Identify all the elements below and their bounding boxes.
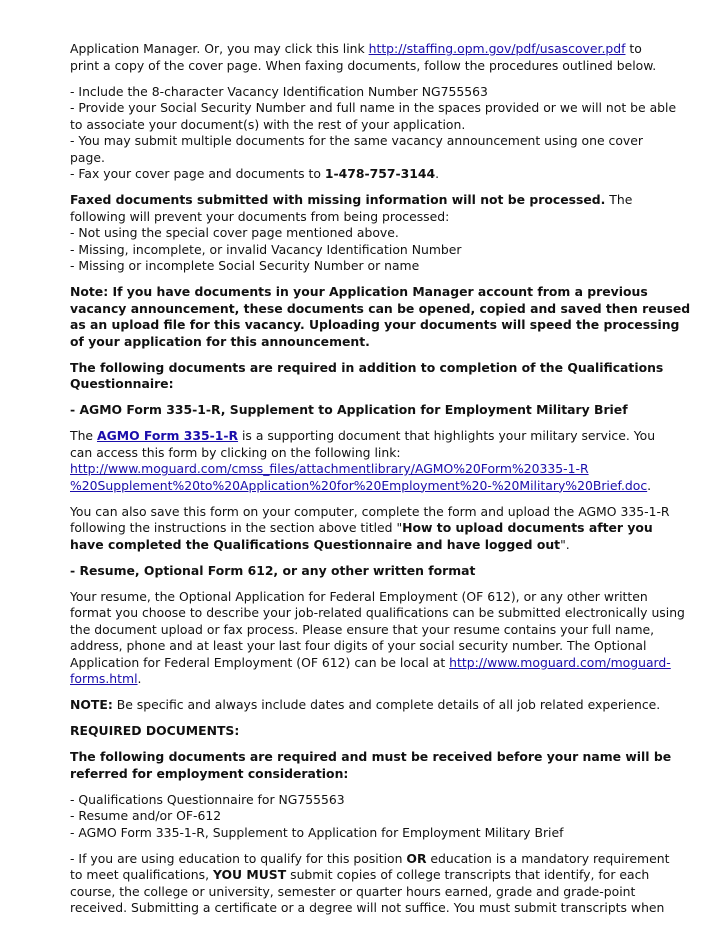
text: - Resume, Optional Form 612, or any other written format: [70, 562, 476, 578]
text: course, the college or university, semester or quarter hours earned, grade and grade-point: [70, 883, 636, 899]
usascover-link[interactable]: http://staffing.opm.gov/pdf/usascover.pdf: [368, 41, 626, 56]
text: following the instructions in the section above titled ": [70, 520, 403, 535]
list-item: - Qualifications Questionnaire for NG755563: [70, 791, 345, 807]
text: can access this form by clicking on the following link:: [70, 444, 401, 460]
text: - Missing or incomplete Social Security Number or name: [70, 258, 420, 273]
text: - Provide your Social Security Number and full name in the spaces provided or we will not be able: [70, 100, 677, 115]
text: - Not using the special cover page mentioned above.: [70, 225, 399, 240]
text: - You may submit multiple documents for the same vacancy announcement using one cover: [70, 133, 643, 148]
agmo-form-paragraph: [70, 428, 666, 494]
text: Be specific and always include dates and complete details of all job related experience.: [112, 697, 661, 712]
list-item: - Resume and/or OF-612: [70, 808, 222, 823]
required-documents-heading: [70, 723, 666, 740]
text: to: [625, 41, 642, 56]
text: Note: If you have documents in your Application Manager account from a previous: [70, 284, 648, 299]
text: ".: [560, 536, 570, 552]
cover-page-paragraph: [70, 41, 666, 74]
warning-bold: Faxed documents submitted with missing information will not be processed.: [70, 192, 606, 207]
required-docs-intro: [70, 360, 666, 393]
text: The following documents are required and must be received before your name will be: [70, 749, 672, 764]
section-title-bold: have completed the Qualifications Questionnaire and have logged out: [70, 536, 561, 552]
moguard-forms-link-part2[interactable]: forms.html: [70, 671, 138, 686]
text: The: [70, 428, 97, 443]
reuse-note: [70, 284, 691, 350]
text: The following documents are required in addition to completion of the Qualifications: [70, 359, 664, 375]
text: to meet qualifications,: [70, 867, 213, 882]
fax-number: 1-478-757-3144: [324, 166, 436, 181]
missing-info-warning: [70, 192, 666, 275]
text: You can also save this form on your computer, complete the form and upload the AGMO 335-1-R: [70, 503, 670, 519]
text: address, phone and at least your last four digits of your social security number. The Optional: [70, 638, 647, 653]
text: Application for Federal Employment (OF 612) can be local at: [70, 654, 450, 670]
agmo-doc-link-part1[interactable]: http://www.moguard.com/cmss_files/attachmentlibrary/AGMO%20Form%20335-1-R: [70, 461, 589, 476]
text: Questionnaire:: [70, 376, 174, 391]
text: print a copy of the cover page. When faxing documents, follow the procedures outlined below.: [70, 57, 657, 73]
text: the document upload or fax process. Please ensure that your resume contains your full name,: [70, 621, 655, 637]
text: Your resume, the Optional Application for Federal Employment (OF 612), or any other written: [70, 588, 648, 604]
fax-instructions: [70, 83, 677, 183]
moguard-forms-link-part1[interactable]: http://www.moguard.com/moguard-: [449, 654, 671, 670]
resume-paragraph: [70, 588, 685, 688]
required-documents-list: [70, 792, 666, 842]
education-paragraph: [70, 850, 670, 917]
text: Application Manager. Or, you may click this link: [70, 41, 369, 56]
text: is a supporting document that highlights your military service. You: [238, 428, 656, 443]
or-emphasis: OR: [406, 850, 427, 866]
resume-heading: [70, 563, 666, 580]
upload-instructions: [70, 503, 670, 554]
text: of your application for this announcement.: [70, 333, 370, 349]
text: page.: [70, 149, 105, 165]
experience-note: [70, 697, 666, 714]
text: format you choose to describe your job-related qualifications can be submitted electronically using: [70, 605, 685, 620]
agmo-doc-link-part2[interactable]: %20Supplement%20to%20Application%20for%20Employment%20-%20Military%20Brief.doc: [70, 477, 648, 493]
text: submit copies of college transcripts that identify, for each: [286, 867, 650, 882]
text: following will prevent your documents from being processed:: [70, 208, 450, 224]
note-label: NOTE:: [70, 697, 113, 712]
text: - Missing, incomplete, or invalid Vacancy Identification Number: [70, 241, 462, 257]
document-body: [70, 41, 691, 926]
agmo-form-link[interactable]: AGMO Form 335-1-R: [96, 428, 239, 443]
text: .: [137, 671, 142, 686]
list-item: - AGMO Form 335-1-R, Supplement to Application for Employment Military Brief: [70, 824, 564, 840]
text: - Include the 8-character Vacancy Identification Number NG755563: [70, 83, 488, 99]
referral-requirements: [70, 749, 672, 782]
text: - Fax your cover page and documents to: [70, 166, 325, 181]
text: as an upload file for this vacancy. Uploading your documents will speed the processing: [70, 317, 680, 332]
text: The: [605, 192, 633, 207]
text: referred for employment consideration:: [70, 765, 349, 781]
text: education is a mandatory requirement: [426, 850, 670, 866]
text: vacancy announcement, these documents can be opened, copied and saved then reused: [70, 300, 691, 316]
text: REQUIRED DOCUMENTS:: [70, 723, 240, 738]
agmo-form-heading: [70, 402, 666, 419]
text: - If you are using education to qualify for this position: [70, 850, 407, 866]
text: .: [647, 477, 652, 493]
text: - AGMO Form 335-1-R, Supplement to Application for Employment Military Brief: [70, 402, 628, 417]
text: received. Submitting a certificate or a degree will not suffice. You must submit transcripts when: [70, 900, 665, 915]
text: .: [435, 166, 440, 181]
must-emphasis: YOU MUST: [212, 867, 287, 882]
section-title-bold: How to upload documents after you: [402, 520, 653, 535]
text: to associate your document(s) with the rest of your application.: [70, 116, 466, 132]
